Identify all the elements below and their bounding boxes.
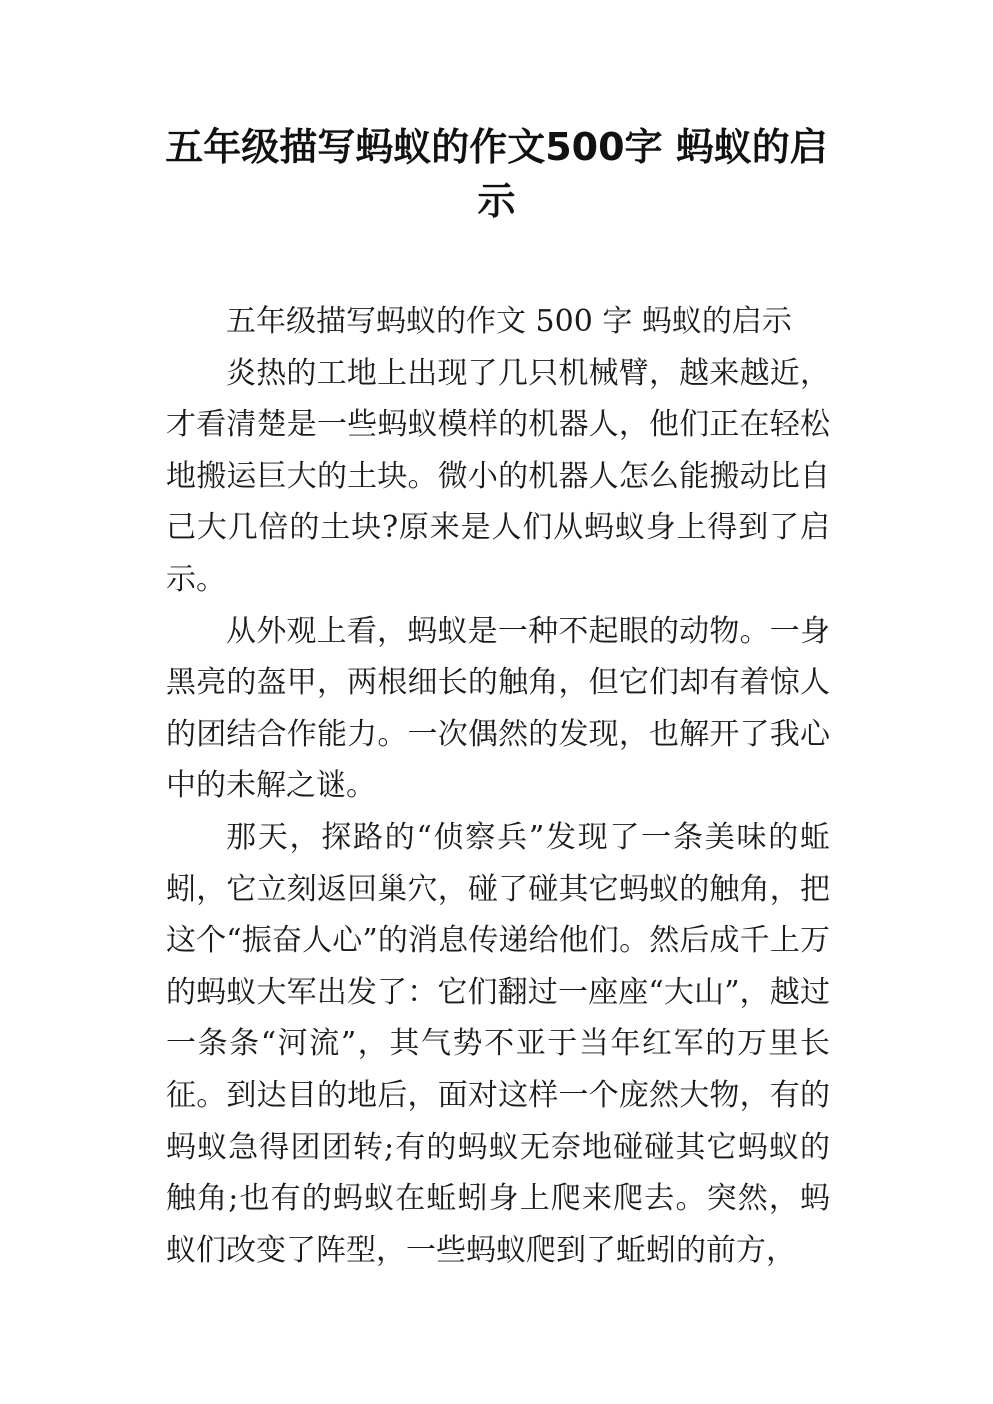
body-paragraph: 那天，探路的“侦察兵”发现了一条美味的蚯蚓，它立刻返回巢穴，碰了碰其它蚂蚁的触角，把这个“振奋人心”的消息传递给他们。然后成千上万的蚂蚁大军出发了：它们翻过一座座“大山”，越过一条条“河流”，其气势不亚于当年红军的万里长征。到达目的地后，面对这样一个庞然大物，有的蚂蚁急得团团转;有的蚂蚁无奈地碰碰其它蚂蚁的触角;也有的蚂蚁在蚯蚓身上爬来爬去。突然，蚂蚁们改变了阵型，一些蚂蚁爬到了蚯蚓的前方， xyxy=(166,819,830,1268)
document-title: 五年级描写蚂蚁的作文500字 蚂蚁的启示 xyxy=(165,125,828,223)
body-paragraph-heading: 五年级描写蚂蚁的作文 500 字 蚂蚁的启示 xyxy=(226,304,792,339)
body-paragraph: 炎热的工地上出现了几只机械臂，越来越近，才看清楚是一些蚂蚁模样的机器人，他们正在轻松地搬运巨大的土块。微小的机器人怎么能搬动比自己大几倍的土块?原来是人们从蚂蚁身上得到了启示。 xyxy=(166,355,830,597)
document-body xyxy=(166,296,830,1276)
body-paragraph: 从外观上看，蚂蚁是一种不起眼的动物。一身黑亮的盔甲，两根细长的触角，但它们却有着惊人的团结合作能力。一次偶然的发现，也解开了我心中的未解之谜。 xyxy=(166,613,830,804)
